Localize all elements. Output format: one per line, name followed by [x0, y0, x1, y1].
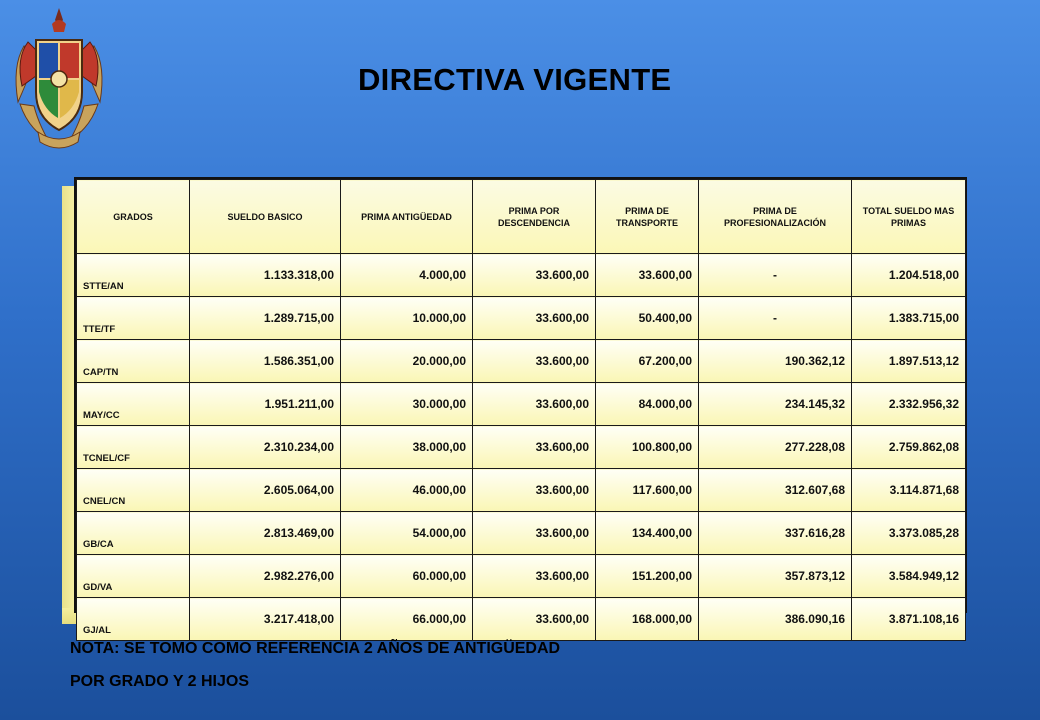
cell-total: 2.759.862,08	[852, 426, 966, 469]
cell-prima-antiguedad: 66.000,00	[341, 598, 473, 641]
col-header-prima-descendencia: PRIMA POR DESCENDENCIA	[473, 180, 596, 254]
cell-prima-transporte: 100.800,00	[596, 426, 699, 469]
cell-prima-antiguedad: 30.000,00	[341, 383, 473, 426]
cell-total: 3.584.949,12	[852, 555, 966, 598]
cell-prima-descendencia: 33.600,00	[473, 426, 596, 469]
cell-prima-profesionalizacion: 190.362,12	[699, 340, 852, 383]
cell-prima-profesionalizacion: 386.090,16	[699, 598, 852, 641]
cell-prima-transporte: 134.400,00	[596, 512, 699, 555]
cell-prima-transporte: 151.200,00	[596, 555, 699, 598]
military-crest-icon	[8, 6, 110, 154]
cell-prima-transporte: 67.200,00	[596, 340, 699, 383]
table-row	[77, 598, 966, 641]
cell-prima-antiguedad: 60.000,00	[341, 555, 473, 598]
cell-prima-descendencia: 33.600,00	[473, 555, 596, 598]
cell-prima-profesionalizacion: 337.616,28	[699, 512, 852, 555]
cell-sueldo-basico: 2.813.469,00	[190, 512, 341, 555]
cell-prima-transporte: 168.000,00	[596, 598, 699, 641]
cell-prima-antiguedad: 54.000,00	[341, 512, 473, 555]
cell-prima-descendencia: 33.600,00	[473, 512, 596, 555]
cell-sueldo-basico: 1.133.318,00	[190, 254, 341, 297]
cell-grade: TCNEL/CF	[77, 426, 190, 469]
cell-grade: GJ/AL	[77, 598, 190, 641]
table-row	[77, 512, 966, 555]
cell-prima-profesionalizacion: -	[699, 254, 852, 297]
cell-total: 1.897.513,12	[852, 340, 966, 383]
cell-prima-profesionalizacion: 277.228,08	[699, 426, 852, 469]
cell-sueldo-basico: 1.586.351,00	[190, 340, 341, 383]
cell-prima-descendencia: 33.600,00	[473, 598, 596, 641]
table-row	[77, 297, 966, 340]
cell-grade: TTE/TF	[77, 297, 190, 340]
cell-total: 3.114.871,68	[852, 469, 966, 512]
note-line-1: NOTA: SE TOMO COMO REFERENCIA 2 AÑOS DE ANTIGÜEDAD	[70, 640, 561, 657]
col-header-sueldo-basico: SUELDO BASICO	[190, 180, 341, 254]
cell-total: 2.332.956,32	[852, 383, 966, 426]
cell-prima-profesionalizacion: 234.145,32	[699, 383, 852, 426]
table-row	[77, 555, 966, 598]
cell-sueldo-basico: 1.951.211,00	[190, 383, 341, 426]
cell-prima-descendencia: 33.600,00	[473, 469, 596, 512]
cell-prima-profesionalizacion: 357.873,12	[699, 555, 852, 598]
table-row	[77, 340, 966, 383]
cell-prima-transporte: 117.600,00	[596, 469, 699, 512]
cell-total: 1.204.518,00	[852, 254, 966, 297]
salary-table	[74, 177, 967, 636]
cell-prima-descendencia: 33.600,00	[473, 254, 596, 297]
cell-sueldo-basico: 2.310.234,00	[190, 426, 341, 469]
cell-sueldo-basico: 1.289.715,00	[190, 297, 341, 340]
cell-prima-antiguedad: 4.000,00	[341, 254, 473, 297]
cell-prima-transporte: 50.400,00	[596, 297, 699, 340]
cell-prima-profesionalizacion: 312.607,68	[699, 469, 852, 512]
cell-prima-transporte: 84.000,00	[596, 383, 699, 426]
cell-prima-profesionalizacion: -	[699, 297, 852, 340]
col-header-total: TOTAL SUELDO MAS PRIMAS	[852, 180, 966, 254]
cell-prima-antiguedad: 46.000,00	[341, 469, 473, 512]
cell-sueldo-basico: 2.605.064,00	[190, 469, 341, 512]
cell-grade: CNEL/CN	[77, 469, 190, 512]
cell-prima-antiguedad: 20.000,00	[341, 340, 473, 383]
note-line-2: POR GRADO Y 2 HIJOS	[70, 673, 250, 690]
cell-prima-descendencia: 33.600,00	[473, 297, 596, 340]
cell-grade: GD/VA	[77, 555, 190, 598]
cell-grade: STTE/AN	[77, 254, 190, 297]
cell-grade: GB/CA	[77, 512, 190, 555]
col-header-prima-antiguedad: PRIMA ANTIGÜEDAD	[341, 180, 473, 254]
table-row	[77, 383, 966, 426]
cell-prima-descendencia: 33.600,00	[473, 383, 596, 426]
cell-grade: MAY/CC	[77, 383, 190, 426]
page-title: DIRECTIVA VIGENTE	[358, 62, 672, 97]
cell-grade: CAP/TN	[77, 340, 190, 383]
cell-total: 1.383.715,00	[852, 297, 966, 340]
cell-prima-descendencia: 33.600,00	[473, 340, 596, 383]
cell-prima-antiguedad: 10.000,00	[341, 297, 473, 340]
col-header-prima-profesionalizacion: PRIMA DE PROFESIONALIZACIÓN	[699, 180, 852, 254]
cell-sueldo-basico: 2.982.276,00	[190, 555, 341, 598]
col-header-grados: GRADOS	[77, 180, 190, 254]
cell-total: 3.373.085,28	[852, 512, 966, 555]
table-header-row	[77, 180, 966, 254]
table-row	[77, 469, 966, 512]
table-row	[77, 254, 966, 297]
cell-prima-transporte: 33.600,00	[596, 254, 699, 297]
cell-prima-antiguedad: 38.000,00	[341, 426, 473, 469]
cell-total: 3.871.108,16	[852, 598, 966, 641]
table-row	[77, 426, 966, 469]
cell-sueldo-basico: 3.217.418,00	[190, 598, 341, 641]
col-header-prima-transporte: PRIMA DE TRANSPORTE	[596, 180, 699, 254]
